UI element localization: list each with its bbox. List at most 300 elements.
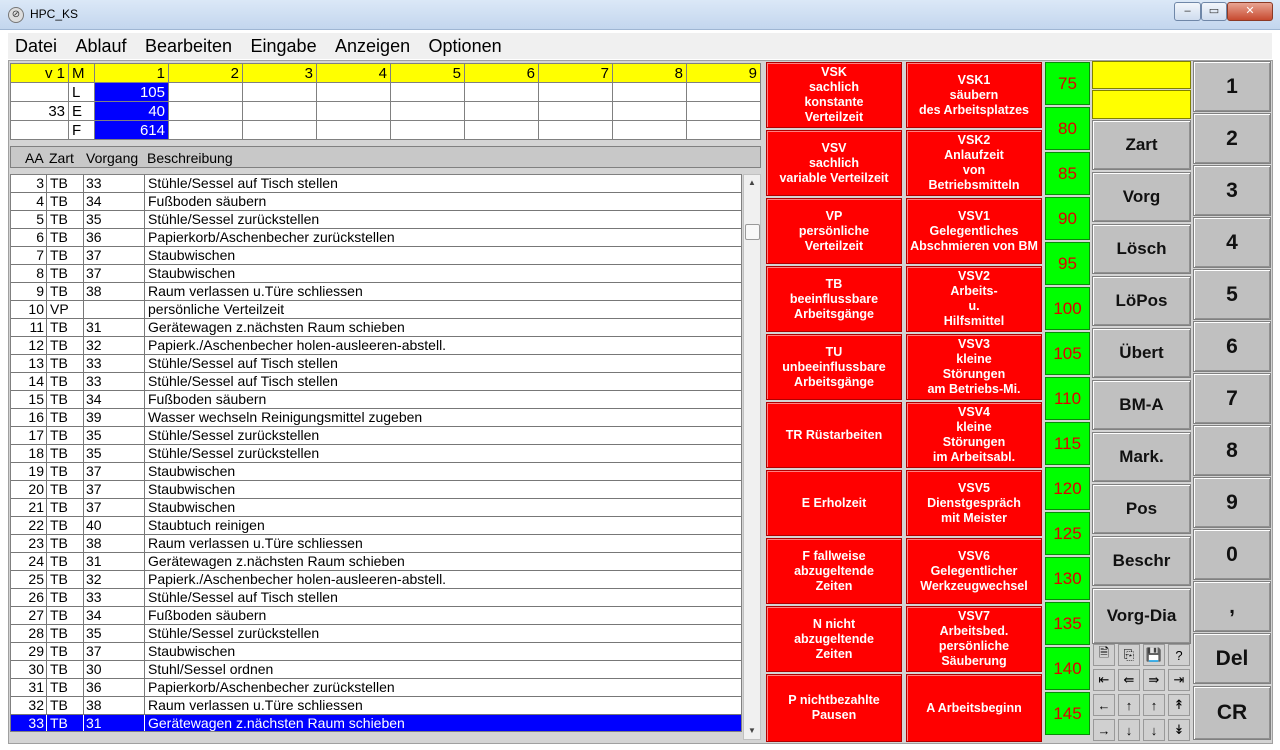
grid-cell[interactable] <box>317 121 391 140</box>
action-button[interactable]: Zart <box>1092 120 1191 170</box>
numpad-key[interactable]: 4 <box>1193 217 1271 268</box>
row-zart: VP <box>47 301 84 319</box>
row-aa: 17 <box>11 427 47 445</box>
category-button[interactable]: N nicht abzugeltende Zeiten <box>766 606 902 672</box>
row-zart: TB <box>47 211 84 229</box>
percent-button[interactable]: 100 <box>1045 287 1090 330</box>
subcategory-button[interactable]: VSV2 Arbeits- u. Hilfsmittel <box>906 266 1042 332</box>
row-beschreibung: Staubwischen <box>148 247 236 263</box>
grid-cell[interactable] <box>687 121 761 140</box>
numpad-key[interactable]: 0 <box>1193 529 1271 580</box>
row-aa: 13 <box>11 355 47 373</box>
up-arrow-icon[interactable]: ↑ <box>1143 694 1165 716</box>
grid-cell[interactable] <box>243 121 317 140</box>
row-aa: 22 <box>11 517 47 535</box>
row-vorgang: 37 <box>84 265 145 283</box>
row-vorgang: 40 <box>84 517 145 535</box>
percent-button[interactable]: 125 <box>1045 512 1090 555</box>
row-zart: TB <box>47 409 84 427</box>
table-row[interactable] <box>11 337 741 355</box>
subcategory-button[interactable]: VSV4 kleine Störungen im Arbeitsabl. <box>906 402 1042 468</box>
row-beschreibung: Stühle/Sessel auf Tisch stellen <box>148 355 338 371</box>
row-zart: TB <box>47 373 84 391</box>
category-button[interactable]: TB beeinflussbare Arbeitsgänge <box>766 266 902 332</box>
row-zart: TB <box>47 625 84 643</box>
row-beschreibung: Stuhl/Sessel ordnen <box>148 661 274 677</box>
percent-button[interactable]: 130 <box>1045 557 1090 600</box>
row-vorgang: 31 <box>84 319 145 337</box>
row-vorgang: 37 <box>84 463 145 481</box>
row-aa: 21 <box>11 499 47 517</box>
row-zart: TB <box>47 481 84 499</box>
row-vorgang: 37 <box>84 643 145 661</box>
row-zart: TB <box>47 391 84 409</box>
percent-button[interactable]: 115 <box>1045 422 1090 465</box>
row-beschreibung: Fußboden säubern <box>148 193 267 209</box>
table-row[interactable] <box>11 715 741 732</box>
row-zart: TB <box>47 355 84 373</box>
grid-cell[interactable] <box>465 102 539 121</box>
percent-button[interactable]: 120 <box>1045 467 1090 510</box>
subcategory-button[interactable]: A Arbeitsbeginn <box>906 674 1042 742</box>
grid-cell[interactable]: 40 <box>95 102 169 121</box>
grid-cell[interactable] <box>11 121 69 140</box>
menu-eingabe[interactable]: Eingabe <box>250 36 317 56</box>
percent-button[interactable]: 95 <box>1045 242 1090 285</box>
table-row[interactable] <box>11 607 741 625</box>
table-row[interactable] <box>11 499 741 517</box>
subcategory-button[interactable]: VSV6 Gelegentlicher Werkzeugwechsel <box>906 538 1042 604</box>
table-row[interactable] <box>11 301 741 319</box>
numpad-key[interactable]: 3 <box>1193 165 1271 216</box>
help-icon[interactable]: ? <box>1168 644 1190 666</box>
row-aa: 19 <box>11 463 47 481</box>
table-row[interactable] <box>11 193 741 211</box>
table-row[interactable] <box>11 517 741 535</box>
row-beschreibung: persönliche Verteilzeit <box>148 301 285 317</box>
row-vorgang: 38 <box>84 697 145 715</box>
grid-cell[interactable] <box>465 83 539 102</box>
row-beschreibung: Wasser wechseln Reinigungsmittel zugeben <box>148 409 423 425</box>
row-zart: TB <box>47 265 84 283</box>
row-beschreibung: Raum verlassen u.Türe schliessen <box>148 697 363 713</box>
row-aa: 3 <box>11 175 47 193</box>
table-row[interactable] <box>11 211 741 229</box>
subcategory-button[interactable]: VSK2 Anlaufzeit von Betriebsmitteln <box>906 130 1042 196</box>
value-grid <box>10 63 761 140</box>
down-arrow-icon[interactable]: ↓ <box>1143 719 1165 741</box>
window-title: HPC_KS <box>30 7 79 21</box>
action-button[interactable]: Beschr <box>1092 536 1191 586</box>
left-arrow-icon[interactable]: ← <box>1093 694 1115 716</box>
menu-anzeigen[interactable]: Anzeigen <box>335 36 411 56</box>
category-button[interactable]: VSV sachlich variable Verteilzeit <box>766 130 902 196</box>
row-vorgang: 35 <box>84 211 145 229</box>
row-beschreibung: Stühle/Sessel auf Tisch stellen <box>148 589 338 605</box>
row-vorgang: 37 <box>84 499 145 517</box>
table-row[interactable] <box>11 373 741 391</box>
row-zart: TB <box>47 337 84 355</box>
grid-cell[interactable] <box>687 83 761 102</box>
table-row[interactable] <box>11 679 741 697</box>
grid-cell: 1 <box>95 64 169 83</box>
row-vorgang: 33 <box>84 355 145 373</box>
row-beschreibung: Papierkorb/Aschenbecher zurückstellen <box>148 679 395 695</box>
grid-cell[interactable] <box>169 83 243 102</box>
maximize-button[interactable]: ▭ <box>1201 2 1227 21</box>
row-zart: TB <box>47 499 84 517</box>
row-aa: 10 <box>11 301 47 319</box>
percent-button[interactable]: 90 <box>1045 197 1090 240</box>
row-vorgang: 35 <box>84 427 145 445</box>
table-row[interactable] <box>11 283 741 301</box>
action-button[interactable]: Vorg-Dia <box>1092 588 1191 644</box>
row-aa: 4 <box>11 193 47 211</box>
category-button[interactable]: F fallweise abzugeltende Zeiten <box>766 538 902 604</box>
row-aa: 8 <box>11 265 47 283</box>
row-aa: 25 <box>11 571 47 589</box>
category-button[interactable]: VSK sachlich konstante Verteilzeit <box>766 62 902 128</box>
grid-cell[interactable] <box>243 83 317 102</box>
numpad-key[interactable]: 7 <box>1193 373 1271 424</box>
action-button[interactable]: Mark. <box>1092 432 1191 482</box>
grid-cell: M <box>69 64 95 83</box>
next-page-icon[interactable]: ⇛ <box>1143 669 1165 691</box>
numpad-key[interactable]: CR <box>1193 686 1271 740</box>
table-row[interactable] <box>11 697 741 715</box>
category-button[interactable]: VP persönliche Verteilzeit <box>766 198 902 264</box>
percent-button[interactable]: 105 <box>1045 332 1090 375</box>
row-aa: 20 <box>11 481 47 499</box>
value-grid-row <box>11 121 761 140</box>
row-vorgang: 35 <box>84 625 145 643</box>
row-aa: 12 <box>11 337 47 355</box>
menu-bar <box>8 33 1272 59</box>
percent-button[interactable]: 85 <box>1045 152 1090 195</box>
table-row[interactable] <box>11 535 741 553</box>
action-button[interactable]: Vorg <box>1092 172 1191 222</box>
row-beschreibung: Staubwischen <box>148 643 236 659</box>
percent-button[interactable]: 80 <box>1045 107 1090 150</box>
value-grid-row <box>11 102 761 121</box>
row-aa: 32 <box>11 697 47 715</box>
new-document-icon[interactable]: 🗎 <box>1093 644 1115 666</box>
row-aa: 15 <box>11 391 47 409</box>
grid-cell[interactable] <box>391 102 465 121</box>
col-header-zart[interactable]: Zart <box>49 150 74 166</box>
row-aa: 16 <box>11 409 47 427</box>
row-zart: TB <box>47 175 84 193</box>
row-aa: 31 <box>11 679 47 697</box>
row-zart: TB <box>47 517 84 535</box>
action-button[interactable]: Lösch <box>1092 224 1191 274</box>
table-row[interactable] <box>11 643 741 661</box>
row-vorgang: 36 <box>84 679 145 697</box>
close-button[interactable]: ✕ <box>1227 2 1273 21</box>
row-aa: 28 <box>11 625 47 643</box>
first-icon[interactable]: ⇤ <box>1093 669 1115 691</box>
row-vorgang <box>84 301 145 319</box>
row-vorgang: 33 <box>84 373 145 391</box>
grid-cell[interactable] <box>317 83 391 102</box>
menu-optionen[interactable]: Optionen <box>428 36 502 56</box>
grid-cell: 6 <box>465 64 539 83</box>
table-row[interactable] <box>11 409 741 427</box>
row-zart: TB <box>47 535 84 553</box>
row-beschreibung: Stühle/Sessel zurückstellen <box>148 625 320 641</box>
row-vorgang: 31 <box>84 715 145 732</box>
grid-cell[interactable] <box>539 121 613 140</box>
right-arrow-icon[interactable]: → <box>1093 719 1115 741</box>
category-button[interactable]: E Erholzeit <box>766 470 902 536</box>
yellow-input-2[interactable] <box>1092 90 1191 119</box>
table-row[interactable] <box>11 589 741 607</box>
row-aa: 9 <box>11 283 47 301</box>
grid-cell[interactable]: 33 <box>11 102 69 121</box>
app-icon: ⊘ <box>8 7 24 23</box>
grid-cell[interactable] <box>243 102 317 121</box>
row-vorgang: 32 <box>84 337 145 355</box>
scroll-thumb[interactable] <box>745 224 760 240</box>
subcategory-button[interactable]: VSV5 Dienstgespräch mit Meister <box>906 470 1042 536</box>
numpad-key[interactable]: 9 <box>1193 477 1271 528</box>
row-vorgang: 32 <box>84 571 145 589</box>
row-zart: TB <box>47 319 84 337</box>
row-zart: TB <box>47 571 84 589</box>
table-row[interactable] <box>11 427 741 445</box>
row-aa: 14 <box>11 373 47 391</box>
row-vorgang: 39 <box>84 409 145 427</box>
row-zart: TB <box>47 445 84 463</box>
title-bar <box>0 0 1280 30</box>
row-aa: 33 <box>11 715 47 732</box>
row-zart: TB <box>47 463 84 481</box>
grid-cell[interactable] <box>11 83 69 102</box>
row-vorgang: 34 <box>84 193 145 211</box>
row-vorgang: 38 <box>84 535 145 553</box>
row-zart: TB <box>47 607 84 625</box>
category-button[interactable]: TR Rüstarbeiten <box>766 402 902 468</box>
subcategory-button[interactable]: VSV3 kleine Störungen am Betriebs-Mi. <box>906 334 1042 400</box>
table-row[interactable] <box>11 481 741 499</box>
row-vorgang: 33 <box>84 175 145 193</box>
up-arrow-icon[interactable]: ↑ <box>1118 694 1140 716</box>
row-zart: TB <box>47 661 84 679</box>
row-zart: TB <box>47 193 84 211</box>
row-aa: 6 <box>11 229 47 247</box>
table-row[interactable] <box>11 571 741 589</box>
scroll-up-icon[interactable]: ▲ <box>748 178 756 187</box>
row-aa: 5 <box>11 211 47 229</box>
down-arrow-icon[interactable]: ↓ <box>1118 719 1140 741</box>
table-row[interactable] <box>11 175 741 193</box>
save-icon[interactable]: 💾 <box>1143 644 1165 666</box>
list-header <box>10 146 761 168</box>
table-row[interactable] <box>11 445 741 463</box>
top-arrow-icon[interactable]: ↟ <box>1168 694 1190 716</box>
grid-cell[interactable] <box>465 121 539 140</box>
row-beschreibung: Staubwischen <box>148 265 236 281</box>
grid-cell[interactable] <box>613 121 687 140</box>
subcategory-button[interactable]: VSK1 säubern des Arbeitsplatzes <box>906 62 1042 128</box>
row-vorgang: 35 <box>84 445 145 463</box>
grid-cell: F <box>69 121 95 140</box>
value-grid-row <box>11 83 761 102</box>
row-beschreibung: Gerätewagen z.nächsten Raum schieben <box>148 715 405 731</box>
row-beschreibung: Gerätewagen z.nächsten Raum schieben <box>148 319 405 335</box>
percent-button[interactable]: 135 <box>1045 602 1090 645</box>
minimize-button[interactable]: – <box>1174 2 1201 21</box>
numpad-key[interactable]: , <box>1193 581 1271 632</box>
row-beschreibung: Staubwischen <box>148 499 236 515</box>
row-beschreibung: Fußboden säubern <box>148 607 267 623</box>
row-aa: 7 <box>11 247 47 265</box>
grid-cell[interactable]: 105 <box>95 83 169 102</box>
row-beschreibung: Papierk./Aschenbecher holen-ausleeren-abstell. <box>148 337 447 353</box>
row-beschreibung: Staubtuch reinigen <box>148 517 265 533</box>
menu-datei[interactable]: Datei <box>15 36 58 56</box>
table-row[interactable] <box>11 553 741 571</box>
row-beschreibung: Raum verlassen u.Türe schliessen <box>148 535 363 551</box>
row-beschreibung: Stühle/Sessel zurückstellen <box>148 427 320 443</box>
numpad-key[interactable]: 2 <box>1193 113 1271 164</box>
row-aa: 29 <box>11 643 47 661</box>
row-vorgang: 37 <box>84 481 145 499</box>
subcategory-button[interactable]: VSV7 Arbeitsbed. persönliche Säuberung <box>906 606 1042 672</box>
grid-cell[interactable] <box>391 121 465 140</box>
row-beschreibung: Fußboden säubern <box>148 391 267 407</box>
grid-cell[interactable] <box>539 83 613 102</box>
row-vorgang: 30 <box>84 661 145 679</box>
menu-ablauf[interactable]: Ablauf <box>75 36 127 56</box>
grid-cell: 4 <box>317 64 391 83</box>
row-vorgang: 34 <box>84 607 145 625</box>
numpad-key[interactable]: 8 <box>1193 425 1271 476</box>
grid-cell: v 1 <box>11 64 69 83</box>
grid-cell[interactable] <box>539 102 613 121</box>
row-vorgang: 31 <box>84 553 145 571</box>
grid-cell: 2 <box>169 64 243 83</box>
action-button[interactable]: LöPos <box>1092 276 1191 326</box>
row-aa: 27 <box>11 607 47 625</box>
grid-cell: 7 <box>539 64 613 83</box>
numpad-key[interactable]: 5 <box>1193 269 1271 320</box>
row-beschreibung: Staubwischen <box>148 463 236 479</box>
row-aa: 30 <box>11 661 47 679</box>
activity-list <box>10 174 742 732</box>
value-grid-header <box>11 64 761 83</box>
grid-cell[interactable] <box>391 83 465 102</box>
table-row[interactable] <box>11 463 741 481</box>
action-button[interactable]: BM-A <box>1092 380 1191 430</box>
row-aa: 26 <box>11 589 47 607</box>
table-row[interactable] <box>11 265 741 283</box>
numpad-key[interactable]: Del <box>1193 633 1271 684</box>
row-vorgang: 34 <box>84 391 145 409</box>
row-zart: TB <box>47 715 84 732</box>
table-row[interactable] <box>11 391 741 409</box>
row-zart: TB <box>47 553 84 571</box>
row-beschreibung: Stühle/Sessel zurückstellen <box>148 211 320 227</box>
table-row[interactable] <box>11 247 741 265</box>
grid-cell: E <box>69 102 95 121</box>
row-zart: TB <box>47 247 84 265</box>
last-icon[interactable]: ⇥ <box>1168 669 1190 691</box>
grid-cell[interactable] <box>613 83 687 102</box>
col-header-aa[interactable]: AA <box>25 150 44 166</box>
table-row[interactable] <box>11 625 741 643</box>
yellow-input-1[interactable] <box>1092 61 1191 89</box>
action-button[interactable]: Übert <box>1092 328 1191 378</box>
grid-cell: 3 <box>243 64 317 83</box>
subcategory-button[interactable]: VSV1 Gelegentliches Abschmieren von BM <box>906 198 1042 264</box>
row-zart: TB <box>47 427 84 445</box>
grid-cell[interactable] <box>613 102 687 121</box>
row-beschreibung: Stühle/Sessel zurückstellen <box>148 445 320 461</box>
grid-cell[interactable] <box>169 121 243 140</box>
grid-cell: 5 <box>391 64 465 83</box>
table-row[interactable] <box>11 661 741 679</box>
percent-button[interactable]: 145 <box>1045 692 1090 735</box>
grid-cell: 8 <box>613 64 687 83</box>
row-beschreibung: Staubwischen <box>148 481 236 497</box>
row-beschreibung: Raum verlassen u.Türe schliessen <box>148 283 363 299</box>
row-beschreibung: Papierkorb/Aschenbecher zurückstellen <box>148 229 395 245</box>
grid-cell[interactable] <box>169 102 243 121</box>
grid-cell[interactable]: 614 <box>95 121 169 140</box>
numpad-key[interactable]: 6 <box>1193 321 1271 372</box>
table-row[interactable] <box>11 319 741 337</box>
table-row[interactable] <box>11 229 741 247</box>
row-zart: TB <box>47 697 84 715</box>
grid-cell[interactable] <box>687 102 761 121</box>
numpad-key[interactable]: 1 <box>1193 61 1271 112</box>
category-button[interactable]: P nichtbezahlte Pausen <box>766 674 902 742</box>
table-row[interactable] <box>11 355 741 373</box>
percent-button[interactable]: 140 <box>1045 647 1090 690</box>
row-beschreibung: Stühle/Sessel auf Tisch stellen <box>148 373 338 389</box>
bottom-arrow-icon[interactable]: ↡ <box>1168 719 1190 741</box>
row-zart: TB <box>47 283 84 301</box>
row-aa: 23 <box>11 535 47 553</box>
list-scrollbar[interactable] <box>743 174 761 740</box>
category-button[interactable]: TU unbeeinflussbare Arbeitsgänge <box>766 334 902 400</box>
menu-bearbeiten[interactable]: Bearbeiten <box>144 36 233 56</box>
grid-cell: L <box>69 83 95 102</box>
col-header-beschreibung[interactable]: Beschreibung <box>147 150 233 166</box>
row-zart: TB <box>47 589 84 607</box>
row-beschreibung: Papierk./Aschenbecher holen-ausleeren-abstell. <box>148 571 447 587</box>
percent-button[interactable]: 75 <box>1045 62 1090 105</box>
row-vorgang: 33 <box>84 589 145 607</box>
row-vorgang: 36 <box>84 229 145 247</box>
row-vorgang: 37 <box>84 247 145 265</box>
col-header-vorgang[interactable]: Vorgang <box>86 150 139 166</box>
action-button[interactable]: Pos <box>1092 484 1191 534</box>
row-zart: TB <box>47 643 84 661</box>
copy-icon[interactable]: ⎘ <box>1118 644 1140 666</box>
row-beschreibung: Stühle/Sessel auf Tisch stellen <box>148 175 338 191</box>
percent-button[interactable]: 110 <box>1045 377 1090 420</box>
row-zart: TB <box>47 679 84 697</box>
prev-page-icon[interactable]: ⇚ <box>1118 669 1140 691</box>
row-beschreibung: Gerätewagen z.nächsten Raum schieben <box>148 553 405 569</box>
row-aa: 18 <box>11 445 47 463</box>
scroll-down-icon[interactable]: ▼ <box>748 726 756 735</box>
grid-cell[interactable] <box>317 102 391 121</box>
row-aa: 11 <box>11 319 47 337</box>
grid-cell: 9 <box>687 64 761 83</box>
